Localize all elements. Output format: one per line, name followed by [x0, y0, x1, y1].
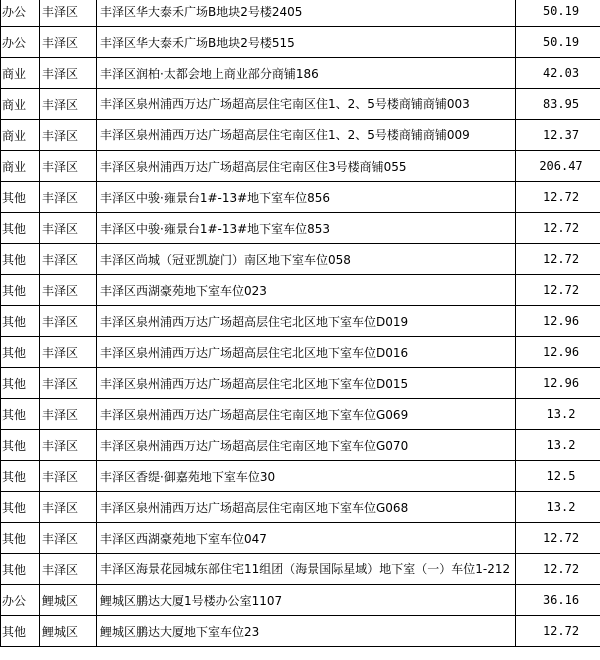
district-cell: 鲤城区 [40, 585, 97, 616]
address-cell: 丰泽区泉州浦西万达广场超高层住宅南区地下室车位G070 [97, 430, 516, 461]
table-row [1, 430, 600, 461]
table-row [1, 151, 600, 182]
district-cell: 鲤城区 [40, 616, 97, 647]
area-cell: 12.72 [516, 244, 600, 275]
property-type-cell: 其他 [1, 213, 40, 244]
district-cell: 丰泽区 [40, 492, 97, 523]
address-cell: 丰泽区泉州浦西万达广场超高层住宅北区地下室车位D016 [97, 337, 516, 368]
property-type-cell: 其他 [1, 337, 40, 368]
district-cell: 丰泽区 [40, 554, 97, 585]
table-row [1, 275, 600, 306]
address-cell: 丰泽区泉州浦西万达广场超高层住宅南区地下室车位G068 [97, 492, 516, 523]
district-cell: 丰泽区 [40, 182, 97, 213]
address-cell: 丰泽区中骏·雍景台1#-13#地下室车位856 [97, 182, 516, 213]
area-cell: 13.2 [516, 492, 600, 523]
property-type-cell: 商业 [1, 89, 40, 120]
table-row [1, 399, 600, 430]
address-cell: 丰泽区华大泰禾广场B地块2号楼515 [97, 27, 516, 58]
property-type-cell: 其他 [1, 368, 40, 399]
district-cell: 丰泽区 [40, 58, 97, 89]
area-cell: 13.2 [516, 430, 600, 461]
area-cell: 42.03 [516, 58, 600, 89]
address-cell: 丰泽区华大泰禾广场B地块2号楼2405 [97, 0, 516, 27]
table-row [1, 306, 600, 337]
table-row [1, 523, 600, 554]
area-cell: 12.96 [516, 337, 600, 368]
property-type-cell: 其他 [1, 523, 40, 554]
property-type-cell: 其他 [1, 275, 40, 306]
address-cell: 鲤城区鹏达大厦地下室车位23 [97, 616, 516, 647]
table-row [1, 337, 600, 368]
area-cell: 206.47 [516, 151, 600, 182]
district-cell: 丰泽区 [40, 151, 97, 182]
address-cell: 丰泽区泉州浦西万达广场超高层住宅北区地下室车位D019 [97, 306, 516, 337]
address-cell: 丰泽区西湖豪苑地下室车位023 [97, 275, 516, 306]
property-type-cell: 办公 [1, 0, 40, 27]
district-cell: 丰泽区 [40, 120, 97, 151]
district-cell: 丰泽区 [40, 0, 97, 27]
district-cell: 丰泽区 [40, 244, 97, 275]
district-cell: 丰泽区 [40, 430, 97, 461]
area-cell: 12.72 [516, 523, 600, 554]
table-row [1, 182, 600, 213]
area-cell: 12.72 [516, 616, 600, 647]
property-table-body [1, 0, 600, 647]
address-cell: 丰泽区润柏·太都会地上商业部分商铺186 [97, 58, 516, 89]
district-cell: 丰泽区 [40, 89, 97, 120]
property-type-cell: 其他 [1, 244, 40, 275]
table-row [1, 27, 600, 58]
area-cell: 50.19 [516, 27, 600, 58]
district-cell: 丰泽区 [40, 523, 97, 554]
district-cell: 丰泽区 [40, 337, 97, 368]
area-cell: 12.5 [516, 461, 600, 492]
property-type-cell: 其他 [1, 554, 40, 585]
property-type-cell: 其他 [1, 306, 40, 337]
property-type-cell: 其他 [1, 399, 40, 430]
area-cell: 12.72 [516, 182, 600, 213]
table-row [1, 0, 600, 27]
property-type-cell: 其他 [1, 461, 40, 492]
table-row [1, 616, 600, 647]
property-type-cell: 其他 [1, 182, 40, 213]
property-type-cell: 商业 [1, 58, 40, 89]
table-row [1, 213, 600, 244]
area-cell: 50.19 [516, 0, 600, 27]
district-cell: 丰泽区 [40, 461, 97, 492]
area-cell: 12.72 [516, 213, 600, 244]
area-cell: 12.96 [516, 306, 600, 337]
property-type-cell: 商业 [1, 120, 40, 151]
property-type-cell: 商业 [1, 151, 40, 182]
address-cell: 丰泽区香缇·御嘉苑地下室车位30 [97, 461, 516, 492]
area-cell: 12.96 [516, 368, 600, 399]
table-row [1, 58, 600, 89]
table-row [1, 120, 600, 151]
property-type-cell: 其他 [1, 616, 40, 647]
address-cell: 丰泽区中骏·雍景台1#-13#地下室车位853 [97, 213, 516, 244]
address-cell: 丰泽区西湖豪苑地下室车位047 [97, 523, 516, 554]
address-cell: 丰泽区泉州浦西万达广场超高层住宅南区住3号楼商铺055 [97, 151, 516, 182]
district-cell: 丰泽区 [40, 399, 97, 430]
property-type-cell: 办公 [1, 27, 40, 58]
district-cell: 丰泽区 [40, 306, 97, 337]
table-row [1, 368, 600, 399]
table-row [1, 554, 600, 585]
address-cell: 丰泽区泉州浦西万达广场超高层住宅南区住1、2、5号楼商铺商铺003 [97, 89, 516, 120]
table-row [1, 461, 600, 492]
property-type-cell: 办公 [1, 585, 40, 616]
area-cell: 36.16 [516, 585, 600, 616]
address-cell: 丰泽区尚城（冠亚凯旋门）南区地下室车位058 [97, 244, 516, 275]
table-row [1, 89, 600, 120]
area-cell: 12.37 [516, 120, 600, 151]
address-cell: 鲤城区鹏达大厦1号楼办公室1107 [97, 585, 516, 616]
address-cell: 丰泽区泉州浦西万达广场超高层住宅南区地下室车位G069 [97, 399, 516, 430]
district-cell: 丰泽区 [40, 275, 97, 306]
address-cell: 丰泽区海景花园城东部住宅11组团（海景国际星域）地下室（一）车位1-212 [97, 554, 516, 585]
property-type-cell: 其他 [1, 492, 40, 523]
table-row [1, 585, 600, 616]
district-cell: 丰泽区 [40, 213, 97, 244]
table-row [1, 244, 600, 275]
area-cell: 12.72 [516, 275, 600, 306]
area-cell: 12.72 [516, 554, 600, 585]
address-cell: 丰泽区泉州浦西万达广场超高层住宅南区住1、2、5号楼商铺商铺009 [97, 120, 516, 151]
district-cell: 丰泽区 [40, 27, 97, 58]
property-type-cell: 其他 [1, 430, 40, 461]
table-row [1, 492, 600, 523]
address-cell: 丰泽区泉州浦西万达广场超高层住宅北区地下室车位D015 [97, 368, 516, 399]
district-cell: 丰泽区 [40, 368, 97, 399]
area-cell: 13.2 [516, 399, 600, 430]
area-cell: 83.95 [516, 89, 600, 120]
